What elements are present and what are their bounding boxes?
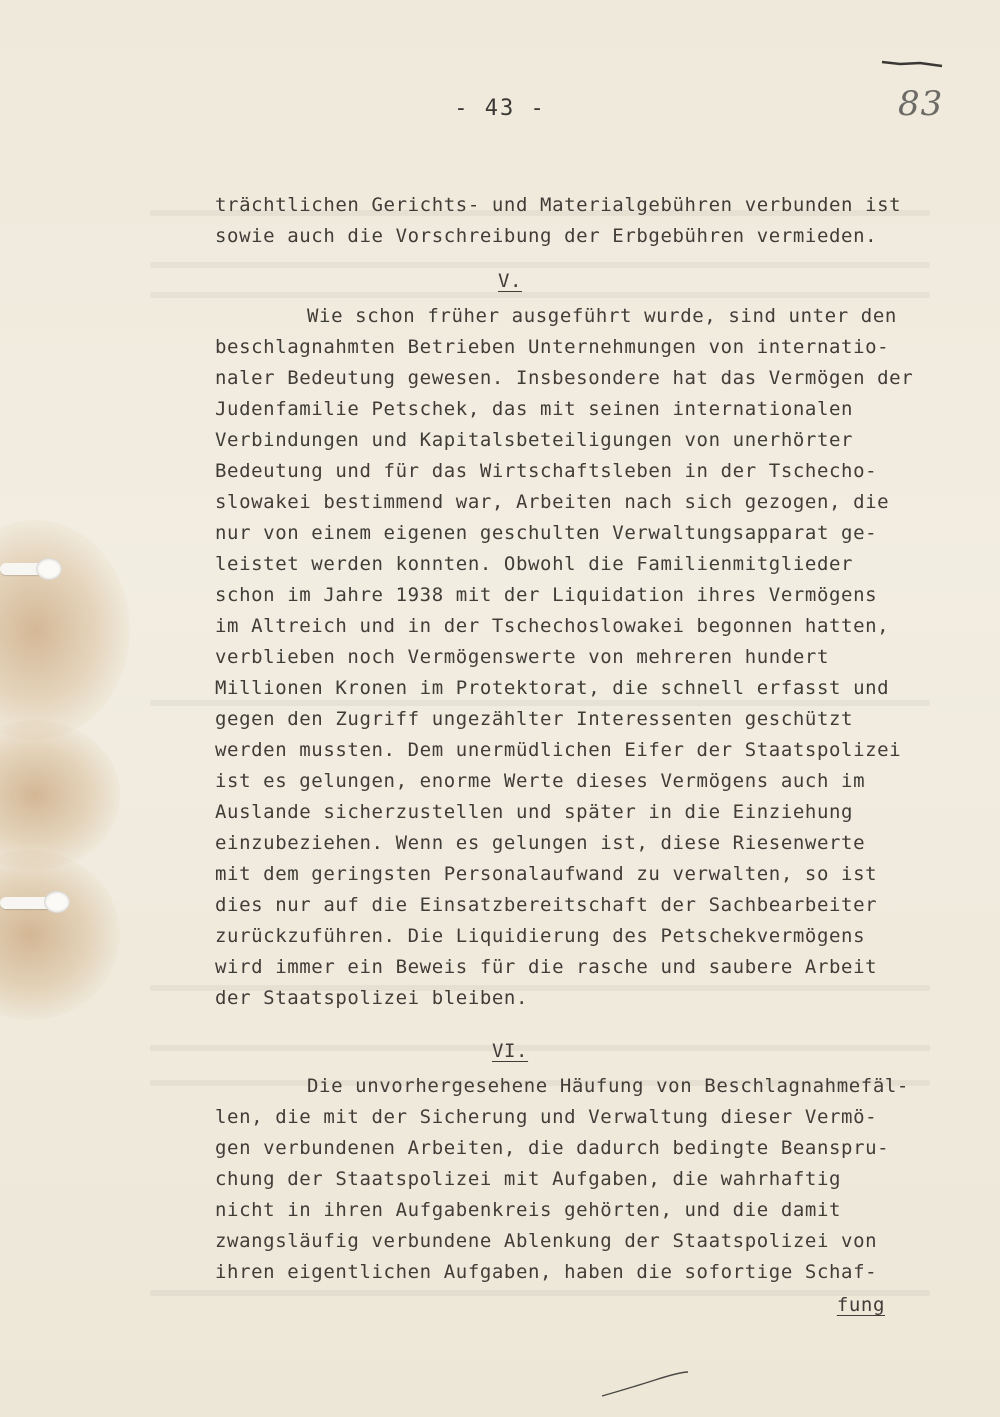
section-heading <box>215 266 945 297</box>
rust-stain <box>0 520 130 740</box>
text-line: ihren eigentlichen Aufgaben, haben die sofortige Schaf- <box>215 1261 878 1283</box>
page-number: - 43 - <box>454 96 546 121</box>
text-line: sowie auch die Vorschreibung der Erbgebühren vermieden. <box>215 225 878 247</box>
text-line: ist es gelungen, enorme Werte dieses Vermögens auch im <box>215 770 866 792</box>
text-line: gen verbundenen Arbeiten, die dadurch bedingte Beanspru- <box>215 1137 890 1159</box>
catchword <box>215 1290 945 1321</box>
pen-stroke <box>880 58 944 68</box>
text-line: zurückzuführen. Die Liquidierung des Petschekvermögens <box>215 925 866 947</box>
section-heading-label: VI. <box>491 1040 529 1062</box>
text-line: Millionen Kronen im Protektorat, die schnell erfasst und <box>215 677 890 699</box>
text-line: beschlagnahmten Betrieben Unternehmungen von internatio- <box>215 336 890 358</box>
text-line: Wie schon früher ausgeführt wurde, sind unter den <box>307 305 897 327</box>
text-line: Bedeutung und für das Wirtschaftsleben in der Tschecho- <box>215 460 878 482</box>
pen-stroke <box>600 1370 690 1400</box>
text-line: leistet werden konnten. Obwohl die Familienmitglieder <box>215 553 854 575</box>
rust-stain <box>0 850 120 1020</box>
text-line: Judenfamilie Petschek, das mit seinen internationalen <box>215 398 854 420</box>
text-line: gegen den Zugriff ungezählter Interessenten geschützt <box>215 708 854 730</box>
section-heading-label: V. <box>497 270 523 292</box>
text-line: nicht in ihren Aufgabenkreis gehörten, und die damit <box>215 1199 842 1221</box>
text-line: Auslande sicherzustellen und später in die Einziehung <box>215 801 854 823</box>
catchword-label: fung <box>836 1294 885 1316</box>
text-line: zwangsläufig verbundene Ablenkung der Staatspolizei von <box>215 1230 878 1252</box>
text-line: nur von einem eigenen geschulten Verwaltungsapparat ge- <box>215 522 878 544</box>
rust-stain <box>0 720 120 870</box>
text-line: werden mussten. Dem unermüdlichen Eifer der Staatspolizei <box>215 739 902 761</box>
text-line: der Staatspolizei bleiben. <box>215 987 529 1009</box>
binding-hole <box>44 891 70 913</box>
folio-number: 83 <box>898 84 944 124</box>
text-line: Die unvorhergesehene Häufung von Beschlagnahmefäl- <box>307 1075 909 1097</box>
text-line: wird immer ein Beweis für die rasche und saubere Arbeit <box>215 956 878 978</box>
text-line: schon im Jahre 1938 mit der Liquidation ihres Vermögens <box>215 584 878 606</box>
text-line: im Altreich und in der Tschechoslowakei begonnen hatten, <box>215 615 890 637</box>
text-line: verblieben noch Vermögenswerte von mehreren hundert <box>215 646 829 668</box>
text-line: einzubeziehen. Wenn es gelungen ist, diese Riesenwerte <box>215 832 866 854</box>
text-line: dies nur auf die Einsatzbereitschaft der Sachbearbeiter <box>215 894 878 916</box>
binding-hole <box>36 558 62 580</box>
section-heading <box>215 1036 945 1067</box>
text-line: slowakei bestimmend war, Arbeiten nach sich gezogen, die <box>215 491 890 513</box>
text-line: chung der Staatspolizei mit Aufgaben, die wahrhaftig <box>215 1168 842 1190</box>
spacer <box>215 1014 945 1022</box>
text-line: Verbindungen und Kapitalsbeteiligungen von unerhörter <box>215 429 854 451</box>
text-line: trächtlichen Gerichts- und Materialgebühren verbunden ist <box>215 194 902 216</box>
text-line: naler Bedeutung gewesen. Insbesondere hat das Vermögen der <box>215 367 914 389</box>
text-line: len, die mit der Sicherung und Verwaltung dieser Vermö- <box>215 1106 878 1128</box>
text-line: mit dem geringsten Personalaufwand zu verwalten, so ist <box>215 863 878 885</box>
document-body <box>215 190 945 1321</box>
